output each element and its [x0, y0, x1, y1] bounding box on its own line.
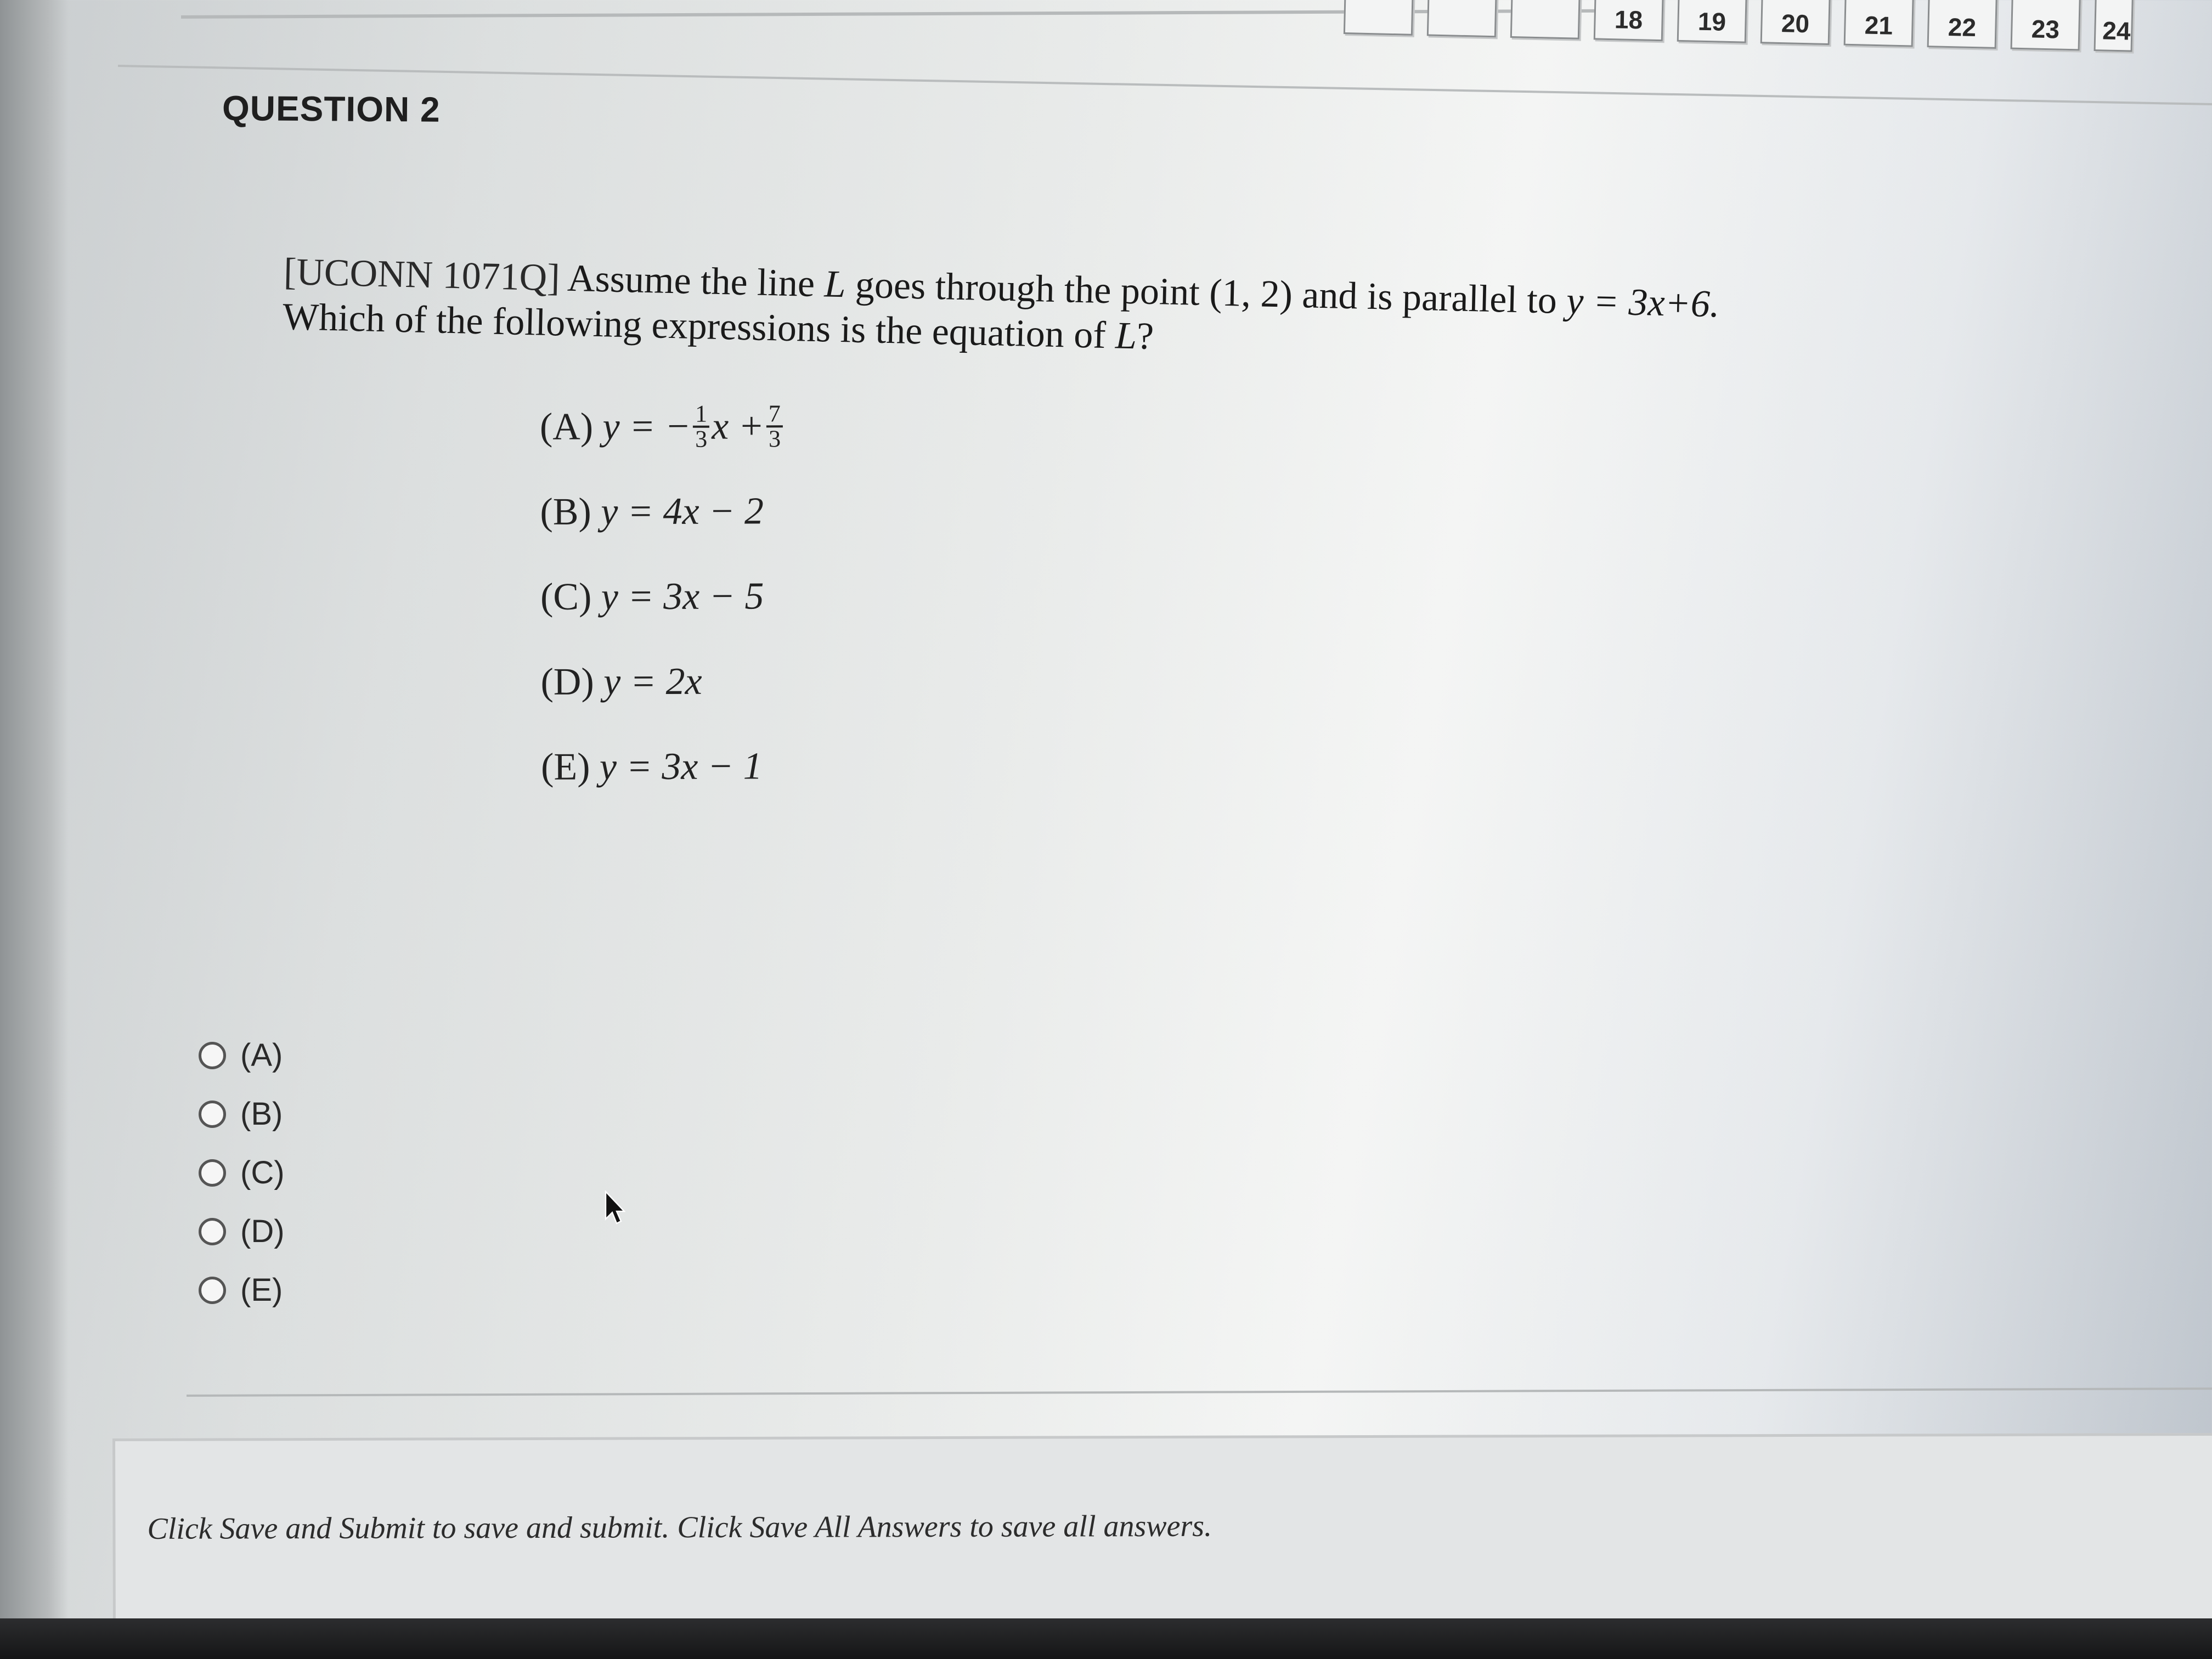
fraction-numerator: 1	[693, 402, 709, 427]
fraction-one-third	[693, 400, 709, 453]
choice-label: (D)	[540, 660, 594, 703]
nav-page-16[interactable]	[1427, 0, 1497, 37]
nav-page-23[interactable]: 23	[2011, 0, 2081, 50]
fraction-numerator: 7	[766, 402, 783, 427]
choice-expression: y = 3x − 1	[599, 744, 763, 788]
answer-option-c[interactable]	[199, 1143, 285, 1202]
choice-expression: x +	[712, 404, 765, 448]
choice-c	[540, 554, 786, 640]
nav-page-22[interactable]: 22	[1927, 0, 1997, 49]
choice-expression: y = 2x	[603, 660, 702, 703]
fraction-denominator: 3	[768, 425, 781, 452]
radio-button[interactable]	[199, 1277, 226, 1304]
submit-panel	[112, 1433, 2212, 1625]
choice-b	[540, 469, 786, 555]
stem-text: and is parallel to	[1301, 274, 1558, 322]
answer-option-d[interactable]	[199, 1202, 285, 1261]
screen-bezel	[0, 1618, 2212, 1659]
nav-page-18[interactable]: 18	[1594, 0, 1664, 41]
choice-label: (B)	[540, 490, 591, 533]
nav-page-24[interactable]: 24	[2094, 0, 2134, 52]
fraction-seven-thirds	[766, 399, 783, 452]
question-navigator	[1344, 0, 2134, 52]
choice-expression: y = −	[602, 405, 691, 448]
choice-label: (A)	[539, 405, 594, 448]
stem-point: (1, 2)	[1209, 272, 1293, 316]
footer-divider	[187, 1387, 2212, 1397]
answer-option-a[interactable]	[199, 1026, 285, 1085]
answer-option-b[interactable]	[199, 1085, 285, 1143]
stem-variable: L	[1115, 314, 1137, 358]
question-title: QUESTION 2	[222, 88, 441, 129]
radio-button[interactable]	[199, 1101, 226, 1128]
stem-given-equation: y = 3x+6.	[1566, 280, 1720, 326]
answer-option-e[interactable]	[199, 1261, 285, 1319]
stem-variable: L	[823, 263, 847, 306]
screen-edge-shadow	[0, 0, 69, 1659]
choice-expression: y = 3x − 5	[601, 574, 764, 618]
radio-button[interactable]	[199, 1218, 226, 1245]
answer-label[interactable]: (D)	[240, 1214, 285, 1249]
radio-button[interactable]	[199, 1159, 226, 1187]
stem-punctuation: ?	[1136, 315, 1154, 358]
choice-list	[540, 383, 787, 810]
choice-d	[540, 639, 786, 725]
choice-expression: y = 4x − 2	[601, 489, 764, 533]
answer-label[interactable]: (C)	[240, 1155, 285, 1190]
stem-text: Assume the line	[567, 257, 815, 305]
question-stem	[282, 250, 1720, 372]
answer-label[interactable]: (B)	[240, 1096, 283, 1132]
answer-label[interactable]: (A)	[240, 1037, 283, 1073]
nav-page-15[interactable]	[1344, 0, 1414, 36]
submit-instructions: Click Save and Submit to save and submit. Click Save All Answers to save all answers.	[147, 1509, 1212, 1546]
nav-page-21[interactable]: 21	[1844, 0, 1914, 47]
stem-text: goes through the point	[855, 263, 1200, 314]
nav-page-19[interactable]: 19	[1677, 0, 1747, 43]
nav-page-17[interactable]	[1510, 0, 1581, 40]
choice-e	[541, 724, 787, 810]
nav-page-20[interactable]: 20	[1760, 0, 1831, 45]
answer-label[interactable]: (E)	[240, 1272, 283, 1308]
choice-label: (C)	[540, 575, 592, 618]
answer-radio-group	[199, 1026, 285, 1319]
radio-button[interactable]	[199, 1042, 226, 1069]
choice-label: (E)	[540, 745, 590, 788]
mouse-pointer-icon	[603, 1190, 625, 1226]
course-tag: [UCONN 1071Q]	[283, 250, 561, 300]
fraction-denominator: 3	[695, 425, 708, 453]
stem-text: Which of the following expressions is the equation of	[282, 295, 1107, 357]
choice-a	[540, 383, 786, 470]
